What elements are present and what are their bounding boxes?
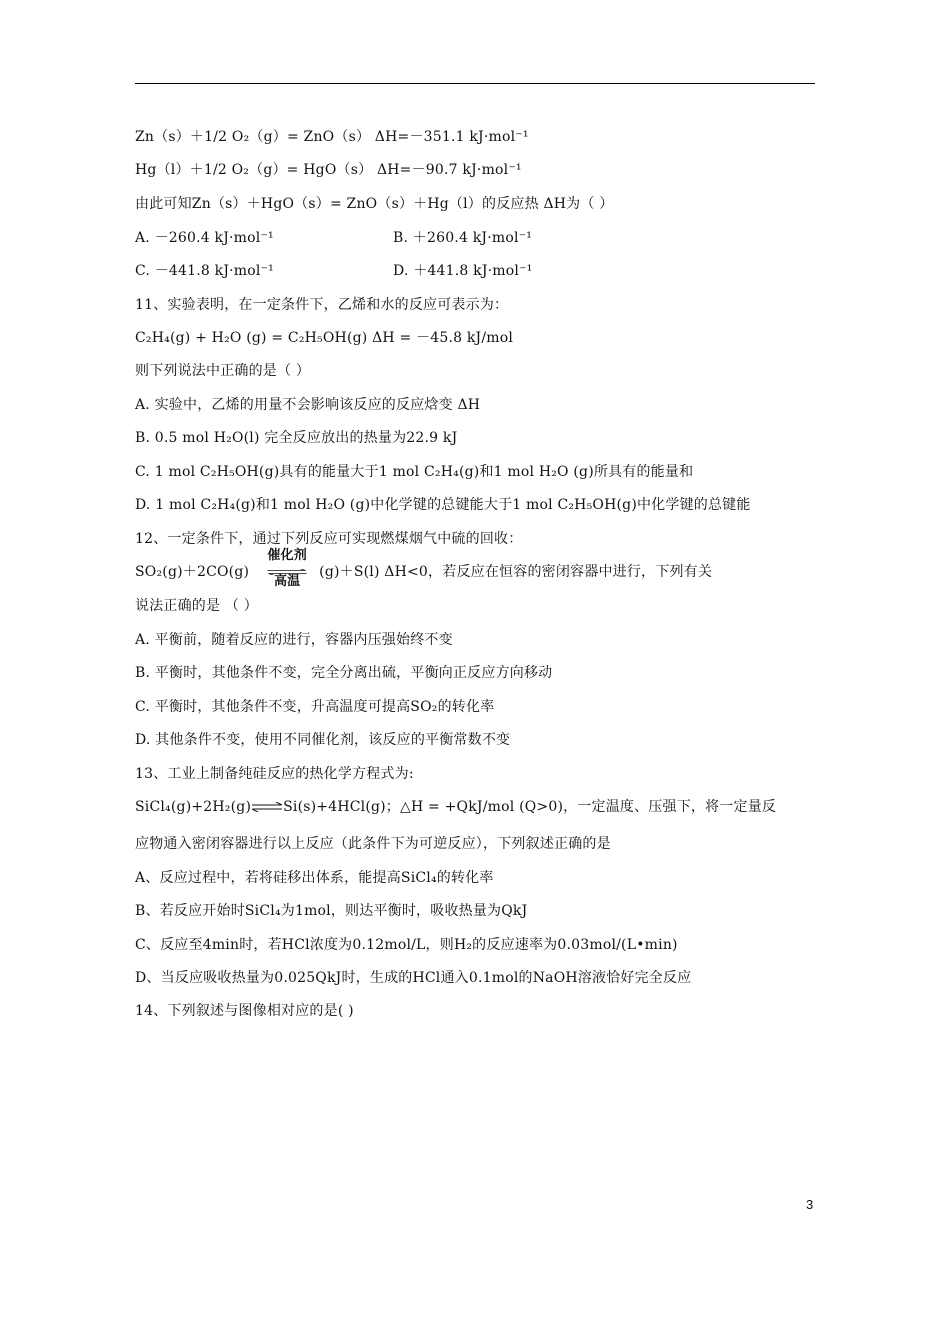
equation-sicl4 (135, 798, 776, 816)
question-13-stem: 应物通入密闭容器进行以上反应（此条件下为可逆反应），下列叙述正确的是 (135, 836, 611, 852)
option-c: C. －441.8 kJ·mol⁻¹ (135, 263, 274, 279)
equation-so2-left: SO₂(g)＋2CO(g) (135, 564, 250, 580)
equation-zn: Zn（s）＋1/2 O₂（g）= ZnO（s） ΔH=－351.1 kJ·mol⁻¹ (135, 129, 529, 145)
question-12-title: 12、一定条件下，通过下列反应可实现燃煤烟气中硫的回收： (135, 531, 523, 547)
question-11-stem: 则下列说法中正确的是（ ） (135, 363, 311, 379)
equation-sicl4-left: SiCl₄(g)+2H₂(g) (135, 799, 252, 815)
q13-option-b: B、若反应开始时SiCl₄为1mol，则达平衡时，吸收热量为QkJ (135, 903, 528, 919)
option-b: B. ＋260.4 kJ·mol⁻¹ (393, 230, 533, 246)
question-14-title: 14、下列叙述与图像相对应的是( ) (135, 1003, 354, 1019)
q13-option-c: C、反应至4min时，若HCl浓度为0.12mol/L，则H₂的反应速率为0.03mol/(L•min) (135, 937, 678, 953)
equation-ethylene: C₂H₄(g) + H₂O (g) = C₂H₅OH(g) ΔH = －45.8 kJ/mol (135, 330, 514, 346)
q12-option-a: A. 平衡前，随着反应的进行，容器内压强始终不变 (135, 632, 453, 648)
q11-option-b: B. 0.5 mol H₂O(l) 完全反应放出的热量为22.9 kJ (135, 430, 458, 446)
page-number: 3 (806, 1197, 814, 1212)
question-13-title: 13、工业上制备纯硅反应的热化学方程式为: (135, 766, 414, 782)
question-12-stem: 说法正确的是 （ ） (135, 598, 258, 614)
q12-option-b: B. 平衡时，其他条件不变，完全分离出硫，平衡向正反应方向移动 (135, 665, 553, 681)
equation-so2 (135, 548, 713, 589)
q11-option-a: A. 实验中，乙烯的用量不会影响该反应的反应焓变 ΔH (135, 397, 481, 413)
equation-sicl4-right: Si(s)+4HCl(g)；△H = +QkJ/mol (Q>0)，一定温度、压强下，将一定量反 (283, 799, 777, 815)
q13-option-d: D、当反应吸收热量为0.025QkJ时，生成的HCl通入0.1mol的NaOH溶液恰好完全反应 (135, 970, 692, 986)
header-rule (135, 83, 815, 84)
q12-option-c: C. 平衡时，其他条件不变，升高温度可提高SO₂的转化率 (135, 699, 495, 715)
equation-hg: Hg（l）＋1/2 O₂（g）= HgO（s） ΔH=－90.7 kJ·mol⁻¹ (135, 162, 522, 178)
temperature-label: 高温 (273, 574, 301, 589)
equilibrium-arrow-icon (251, 802, 283, 812)
q11-option-d: D. 1 mol C₂H₄(g)和1 mol H₂O (g)中化学键的总键能大于1 mol C₂H₅OH(g)中化学键的总键能 (135, 497, 751, 513)
question-11-title: 11、实验表明，在一定条件下，乙烯和水的反应可表示为： (135, 297, 509, 313)
option-a: A. －260.4 kJ·mol⁻¹ (135, 230, 274, 246)
reversible-arrow-catalyst (259, 548, 315, 589)
catalyst-label: 催化剂 (267, 548, 307, 563)
option-d: D. ＋441.8 kJ·mol⁻¹ (393, 263, 533, 279)
q13-option-a: A、反应过程中，若将硅移出体系，能提高SiCl₄的转化率 (135, 870, 494, 886)
question-10-stem: 由此可知Zn（s）＋HgO（s）= ZnO（s）＋Hg（l）的反应热 ΔH为（ ） (135, 196, 614, 212)
q11-option-c: C. 1 mol C₂H₅OH(g)具有的能量大于1 mol C₂H₄(g)和1 mol H₂O (g)所具有的能量和 (135, 464, 694, 480)
equation-so2-right: (g)＋S(l) ΔH<0，若反应在恒容的密闭容器中进行，下列有关 (319, 564, 713, 580)
q12-option-d: D. 其他条件不变，使用不同催化剂，该反应的平衡常数不变 (135, 732, 511, 748)
